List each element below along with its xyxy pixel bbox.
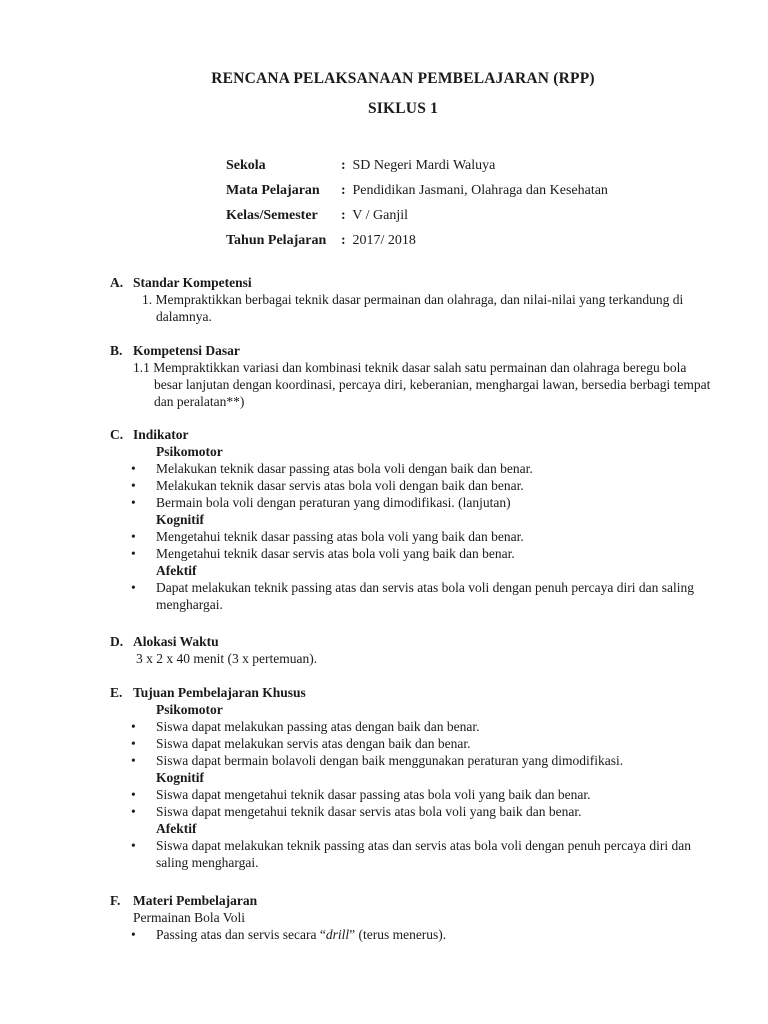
- section-title: Materi Pembelajaran: [133, 893, 258, 908]
- info-label: Tahun Pelajaran: [226, 233, 327, 248]
- section-title: Alokasi Waktu: [133, 634, 219, 649]
- bullet-icon: •: [131, 927, 136, 942]
- bullet-icon: •: [131, 838, 136, 853]
- bullet-icon: •: [131, 753, 136, 768]
- basic-competency-item: 1.1 Mempraktikkan variasi dan kombinasi teknik dasar salah satu permainan dan olahraga beregu bola besar lanjutan dengan koordinasi, percaya diri, keberanian, menghargai lawan, bersedia berbagi tempat dan peralatan**): [133, 360, 711, 409]
- info-label: Sekola: [226, 158, 266, 173]
- section-alokasi-waktu: [110, 633, 710, 667]
- subheading-psikomotor: Psikomotor: [156, 702, 223, 717]
- section-title: Kompetensi Dasar: [133, 343, 240, 358]
- list-item: • Mengetahui teknik dasar passing atas bola voli yang baik dan benar.: [131, 529, 524, 544]
- section-letter: D.: [110, 634, 124, 649]
- subheading-afektif: Afektif: [156, 821, 197, 836]
- list-item: • Siswa dapat melakukan passing atas dengan baik dan benar.: [131, 719, 480, 734]
- bullet-icon: •: [131, 787, 136, 802]
- emphasis-drill: drill: [325, 927, 350, 942]
- info-value: SD Negeri Mardi Waluya: [352, 158, 496, 173]
- bullet-icon: •: [131, 546, 136, 561]
- time-allocation: 3 x 2 x 40 menit (3 x pertemuan).: [136, 651, 318, 666]
- section-letter: E.: [110, 685, 123, 700]
- info-value: 2017/ 2018: [352, 233, 416, 248]
- list-item: • Siswa dapat melakukan teknik passing atas dan servis atas bola voli dengan penuh percaya diri dan saling menghargai.: [131, 838, 691, 870]
- info-separator: :: [341, 183, 346, 198]
- info-separator: :: [341, 208, 346, 223]
- bullet-icon: •: [131, 461, 136, 476]
- info-separator: :: [341, 158, 346, 173]
- info-row-year: [226, 230, 608, 255]
- list-item: • Dapat melakukan teknik passing atas dan servis atas bola voli dengan penuh percaya diri dan saling menghargai.: [131, 580, 694, 612]
- section-standar-kompetensi: [110, 274, 710, 325]
- material-topic: Permainan Bola Voli: [133, 910, 245, 925]
- bullet-icon: •: [131, 529, 136, 544]
- info-row-school: [226, 155, 608, 180]
- info-value: V / Ganjil: [352, 208, 408, 223]
- section-heading: [110, 892, 710, 909]
- section-letter: A.: [110, 275, 124, 290]
- list-item: • Bermain bola voli dengan peraturan yang dimodifikasi. (lanjutan): [131, 495, 511, 510]
- section-heading: [110, 633, 710, 650]
- section-heading: [110, 274, 710, 291]
- list-item: • Siswa dapat melakukan servis atas dengan baik dan benar.: [131, 736, 471, 751]
- info-row-subject: [226, 180, 608, 205]
- info-label: Mata Pelajaran: [226, 183, 320, 198]
- list-item: • Mengetahui teknik dasar servis atas bola voli yang baik dan benar.: [131, 546, 515, 561]
- section-indikator: [110, 426, 710, 613]
- section-letter: B.: [110, 343, 123, 358]
- section-tujuan-pembelajaran: [110, 684, 710, 871]
- section-title: Standar Kompetensi: [133, 275, 252, 290]
- bullet-icon: •: [131, 495, 136, 510]
- section-kompetensi-dasar: [110, 342, 710, 410]
- school-info: [226, 155, 608, 255]
- section-letter: F.: [110, 893, 121, 908]
- info-separator: :: [341, 233, 346, 248]
- subheading-psikomotor: Psikomotor: [156, 444, 223, 459]
- bullet-icon: •: [131, 580, 136, 595]
- section-heading: [110, 426, 710, 443]
- bullet-icon: •: [131, 804, 136, 819]
- list-item: • Melakukan teknik dasar servis atas bola voli dengan baik dan benar.: [131, 478, 524, 493]
- list-item: • Siswa dapat mengetahui teknik dasar servis atas bola voli yang baik dan benar.: [131, 804, 582, 819]
- section-heading: [110, 684, 710, 701]
- section-materi-pembelajaran: [110, 892, 710, 943]
- bullet-icon: •: [131, 719, 136, 734]
- bullet-icon: •: [131, 736, 136, 751]
- section-letter: C.: [110, 427, 124, 442]
- list-item: • Siswa dapat mengetahui teknik dasar passing atas bola voli yang baik dan benar.: [131, 787, 591, 802]
- list-item: • Siswa dapat bermain bolavoli dengan baik menggunakan peraturan yang dimodifikasi.: [131, 753, 624, 768]
- info-row-class: [226, 205, 608, 230]
- competency-item: 1. Mempraktikkan berbagai teknik dasar permainan dan olahraga, dan nilai-nilai yang terkandung di dalamnya.: [142, 292, 684, 324]
- document-title: RENCANA PELAKSANAAN PEMBELAJARAN (RPP): [211, 70, 595, 87]
- subheading-afektif: Afektif: [156, 563, 197, 578]
- info-label: Kelas/Semester: [226, 208, 318, 223]
- section-title: Indikator: [133, 427, 189, 442]
- document-subtitle: SIKLUS 1: [367, 100, 439, 117]
- bullet-icon: •: [131, 478, 136, 493]
- section-title: Tujuan Pembelajaran Khusus: [133, 685, 306, 700]
- list-item: • Melakukan teknik dasar passing atas bola voli dengan baik dan benar.: [131, 461, 533, 476]
- subheading-kognitif: Kognitif: [156, 770, 205, 785]
- list-item: • Passing atas dan servis secara “drill” (terus menerus).: [131, 927, 447, 942]
- info-value: Pendidikan Jasmani, Olahraga dan Kesehatan: [352, 183, 608, 198]
- subheading-kognitif: Kognitif: [156, 512, 205, 527]
- section-heading: [110, 342, 710, 359]
